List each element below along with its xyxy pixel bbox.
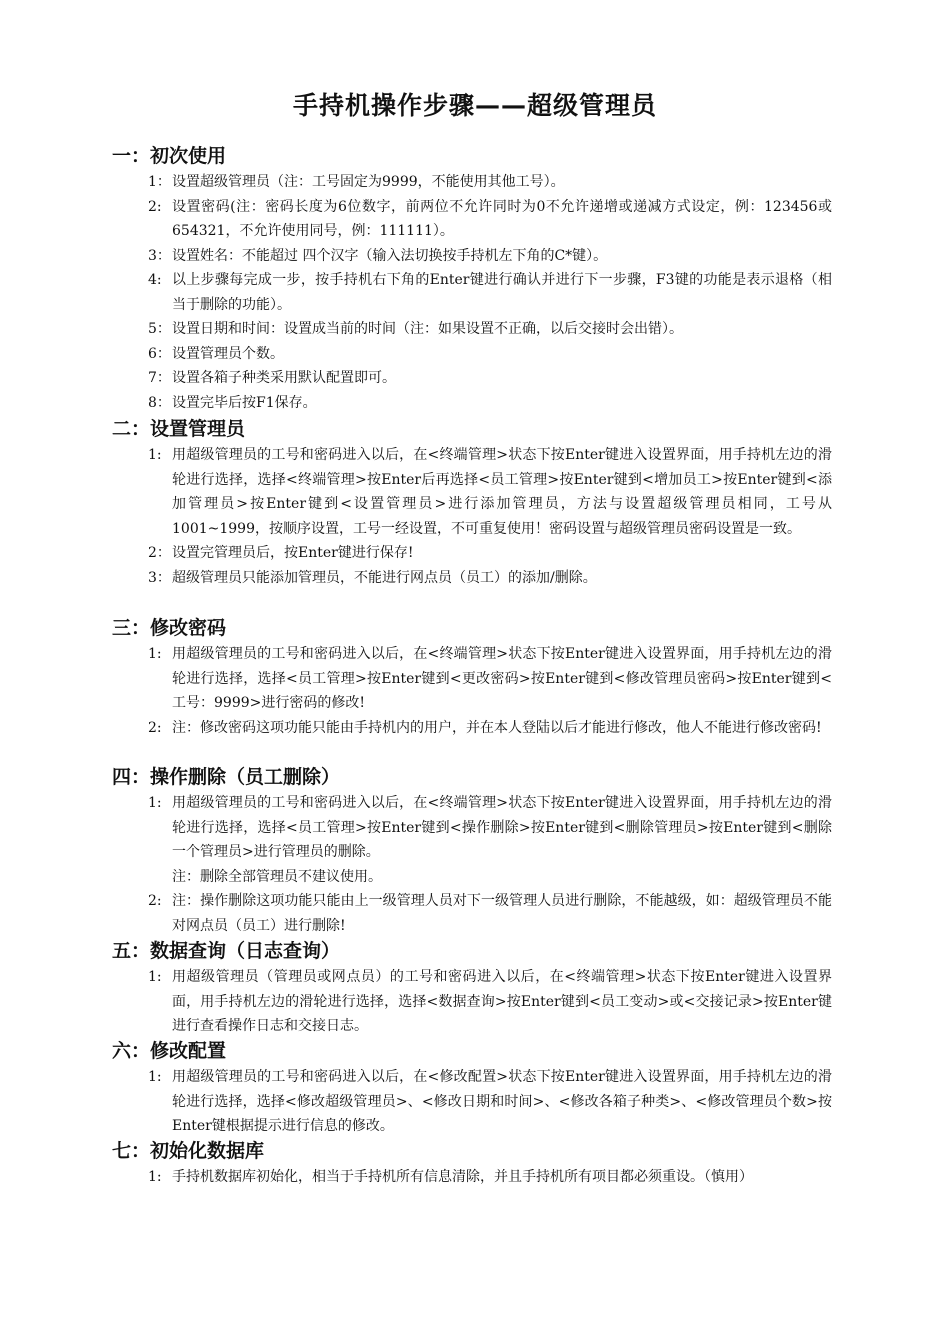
item-number: 1: [148, 447, 162, 463]
item-text: 注：修改密码这项功能只能由手持机内的用户，并在本人登陆以后才能进行修改，他人不能进行修改密码! [172, 719, 822, 736]
list-item [112, 865, 832, 890]
item-text: 注：操作删除这项功能只能由上一级管理人员对下一级管理人员进行删除，不能越级，如：超级管理员不能对网点员（员工）进行删除! [172, 893, 832, 934]
section-data-query [112, 937, 832, 1039]
section-init-database [112, 1137, 832, 1190]
item-number: 7： [148, 370, 171, 386]
list-item [112, 317, 832, 342]
list-item [112, 170, 832, 195]
section-delete-staff [112, 763, 832, 938]
section-heading: 四：操作删除（员工删除） [112, 766, 341, 788]
item-number: 2: [148, 719, 162, 736]
section-initial-use [112, 142, 832, 415]
section-heading: 五：数据查询（日志查询） [112, 940, 341, 962]
section-heading: 六：修改配置 [112, 1040, 227, 1062]
list-item [112, 642, 832, 716]
list-item [112, 1065, 832, 1139]
item-number: 2: [148, 198, 162, 215]
list-item [112, 342, 832, 367]
item-text: 用超级管理员的工号和密码进入以后，在<终端管理>状态下按Enter键进入设置界面，用手持机左边的滑轮进行选择，选择<终端管理>按Enter后再选择<员工管理>按Enter键到<增加员工>按Enter键到<添加管理员>按Enter键到<设置管理员>进行添加管理员，方法与设置超级管理员相同，工号从1001~1999，按顺序设置，工号一经设置，不可重复使用！密码设置与超级管理员密码设置是一致。 [172, 447, 832, 537]
item-text: 设置姓名：不能超过 四个汉字（输入法切换按手持机左下角的C*键）。 [172, 247, 608, 264]
item-text: 以上步骤每完成一步，按手持机右下角的Enter键进行确认并进行下一步骤，F3键的功能是表示退格（相当于删除的功能）。 [172, 272, 832, 313]
item-text: 设置完管理员后，按Enter键进行保存! [172, 545, 414, 561]
section-change-password [112, 614, 832, 740]
item-text: 设置管理员个数。 [172, 345, 284, 362]
item-number: 8： [148, 394, 171, 411]
list-item [112, 541, 832, 566]
section-modify-config [112, 1037, 832, 1139]
item-text: 用超级管理员的工号和密码进入以后，在<终端管理>状态下按Enter键进入设置界面，用手持机左边的滑轮进行选择，选择<员工管理>按Enter键到<更改密码>按Enter键到<修改管理员密码>按Enter键到<工号：9999>进行密码的修改! [172, 646, 832, 711]
item-number: 1: [148, 1169, 162, 1185]
item-number: 6： [148, 345, 171, 362]
list-item [112, 268, 832, 317]
section-heading: 一：初次使用 [112, 145, 227, 167]
item-number: 1: [148, 795, 162, 811]
item-text: 设置超级管理员（注：工号固定为9999，不能使用其他工号）。 [172, 174, 565, 190]
list-item [112, 716, 832, 741]
list-item [112, 244, 832, 269]
list-item [112, 195, 832, 244]
item-number: 1: [148, 969, 162, 985]
document-title: 手持机操作步骤——超级管理员 [292, 91, 657, 120]
item-number: 1： [148, 174, 171, 190]
section-set-admin [112, 415, 832, 590]
item-text: 用超级管理员的工号和密码进入以后，在<终端管理>状态下按Enter键进入设置界面，用手持机左边的滑轮进行选择，选择<员工管理>按Enter键到<操作删除>按Enter键到<删除管理员>按Enter键到<删除一个管理员>进行管理员的删除。 [172, 795, 832, 860]
section-heading: 三：修改密码 [112, 617, 227, 639]
section-heading: 七：初始化数据库 [112, 1140, 265, 1162]
list-item [112, 443, 832, 541]
list-item [112, 791, 832, 865]
item-number: 4: [148, 272, 162, 288]
item-number: 1: [148, 646, 162, 662]
item-text: 用超级管理员的工号和密码进入以后，在<修改配置>状态下按Enter键进入设置界面，用手持机左边的滑轮进行选择，选择<修改超级管理员>、<修改日期和时间>、<修改各箱子种类>、<修改管理员个数>按Enter键根据提示进行信息的修改。 [172, 1069, 832, 1134]
item-number: 1: [148, 1069, 162, 1085]
list-item [112, 391, 832, 416]
section-heading: 二：设置管理员 [112, 418, 246, 440]
item-number: 3： [148, 569, 171, 586]
list-item [112, 965, 832, 1039]
item-text: 设置各箱子种类采用默认配置即可。 [172, 370, 396, 386]
list-item [112, 889, 832, 938]
item-text: 手持机数据库初始化，相当于手持机所有信息清除，并且手持机所有项目都必须重设。（慎用） [172, 1169, 753, 1185]
item-number: 5： [148, 321, 171, 337]
list-item [112, 366, 832, 391]
item-text: 用超级管理员（管理员或网点员）的工号和密码进入以后，在<终端管理>状态下按Enter键进入设置界面，用手持机左边的滑轮进行选择，选择<数据查询>按Enter键到<员工变动>或<交接记录>按Enter键进行查看操作日志和交接日志。 [172, 969, 832, 1034]
item-text: 注：删除全部管理员不建议使用。 [172, 868, 382, 885]
item-text: 设置密码(注：密码长度为6位数字，前两位不允许同时为0不允许递增或递减方式设定，例：123456或654321，不允许使用同号，例：111111）。 [172, 198, 832, 239]
item-text: 超级管理员只能添加管理员，不能进行网点员（员工）的添加/删除。 [172, 569, 597, 586]
item-text: 设置日期和时间：设置成当前的时间（注：如果设置不正确，以后交接时会出错）。 [172, 321, 683, 337]
item-number: 2: [148, 893, 162, 909]
item-number: 2： [148, 545, 171, 561]
item-number: 3： [148, 247, 171, 264]
list-item [112, 1165, 832, 1190]
item-text: 设置完毕后按F1保存。 [172, 394, 317, 411]
list-item [112, 566, 832, 591]
